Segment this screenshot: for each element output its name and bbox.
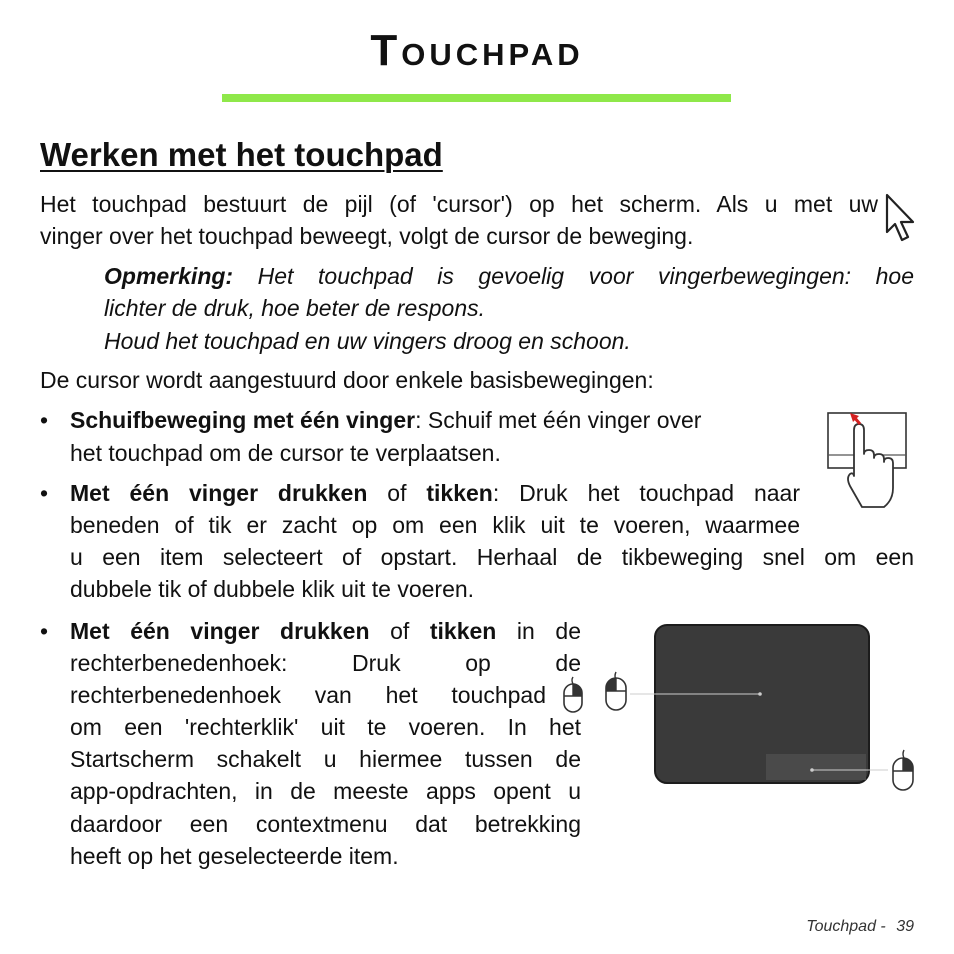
note-line-3: Houd het touchpad en uw vingers droog en schoon. <box>104 328 631 354</box>
mouse-right-click-icon <box>893 750 913 790</box>
bullet-marker-1: • <box>40 407 49 433</box>
note-line-2: lichter de druk, hoe beter de respons. <box>104 295 486 321</box>
bullet2-line-2: beneden of tik er zacht op om een klik uit te voeren, waarmee <box>70 512 800 538</box>
note-line-1 <box>104 260 914 292</box>
footer-page-number: 39 <box>896 918 914 935</box>
bullet3-line-5: Startscherm schakelt u hiermee tussen de <box>70 746 581 772</box>
cursor-arrow-icon <box>884 192 918 244</box>
touchpad-diagram <box>600 620 924 800</box>
bullet3-line-3: rechterbenedenhoek van het touchpad <box>70 682 546 708</box>
bullet2-bold-2: tikken <box>426 480 493 506</box>
bullet3-bold-1: Met één vinger drukken <box>70 618 370 644</box>
bullet1-bold: Schuifbeweging met één vinger <box>70 407 416 433</box>
mouse-left-click-icon <box>606 672 626 710</box>
bullet3-mid: of <box>369 618 430 644</box>
bullet-marker-2: • <box>40 480 49 506</box>
bullet2-line-4: dubbele tik of dubbele klik uit te voeren. <box>70 576 475 602</box>
bullet2-line-1 <box>70 477 800 509</box>
bullet3-line-6: app-opdrachten, in de meeste apps opent u <box>70 778 581 804</box>
bullet2-line-3: u een item selecteert of opstart. Herhaal de tikbeweging snel om een <box>70 544 914 570</box>
section-heading: Werken met het touchpad <box>40 136 443 173</box>
bullet-marker-3: • <box>40 618 49 644</box>
bullet2-mid: of <box>367 480 427 506</box>
bullet3-bold-2: tikken <box>429 618 497 644</box>
finger-slide-icon <box>826 410 910 512</box>
bullet1-line-2: het touchpad om de cursor te verplaatsen. <box>70 440 501 466</box>
bullet3-rest: in de <box>496 618 581 644</box>
mouse-right-click-icon <box>562 676 584 714</box>
note-text-1: Het touchpad is gevoelig voor vingerbewegingen: hoe <box>233 263 914 289</box>
note-label: Opmerking: <box>104 263 234 289</box>
bullet3-line-2: rechterbenedenhoek: Druk op de <box>70 650 581 676</box>
page-title: Touchpad <box>370 26 584 75</box>
basics-intro: De cursor wordt aangestuurd door enkele basisbewegingen: <box>40 367 654 393</box>
bullet1-rest: : Schuif met één vinger over <box>415 407 702 433</box>
intro-line-1: Het touchpad bestuurt de pijl (of 'cursor') op het scherm. Als u met uw <box>40 191 878 217</box>
title-accent-bar <box>222 94 731 102</box>
bullet2-bold-1: Met één vinger drukken <box>70 480 368 506</box>
page-footer <box>806 918 914 936</box>
bullet2-rest: : Druk het touchpad naar <box>492 480 800 506</box>
bullet3-line-4: om een 'rechterklik' uit te voeren. In het <box>70 714 581 740</box>
bullet1-line-1 <box>70 404 701 436</box>
intro-line-2: vinger over het touchpad beweegt, volgt de cursor de beweging. <box>40 223 694 249</box>
bullet3-line-7: daardoor een contextmenu dat betrekking <box>70 811 581 837</box>
bullet3-line-1 <box>70 615 581 647</box>
bullet3-line-8: heeft op het geselecteerde item. <box>70 843 399 869</box>
footer-section: Touchpad - <box>806 918 886 935</box>
